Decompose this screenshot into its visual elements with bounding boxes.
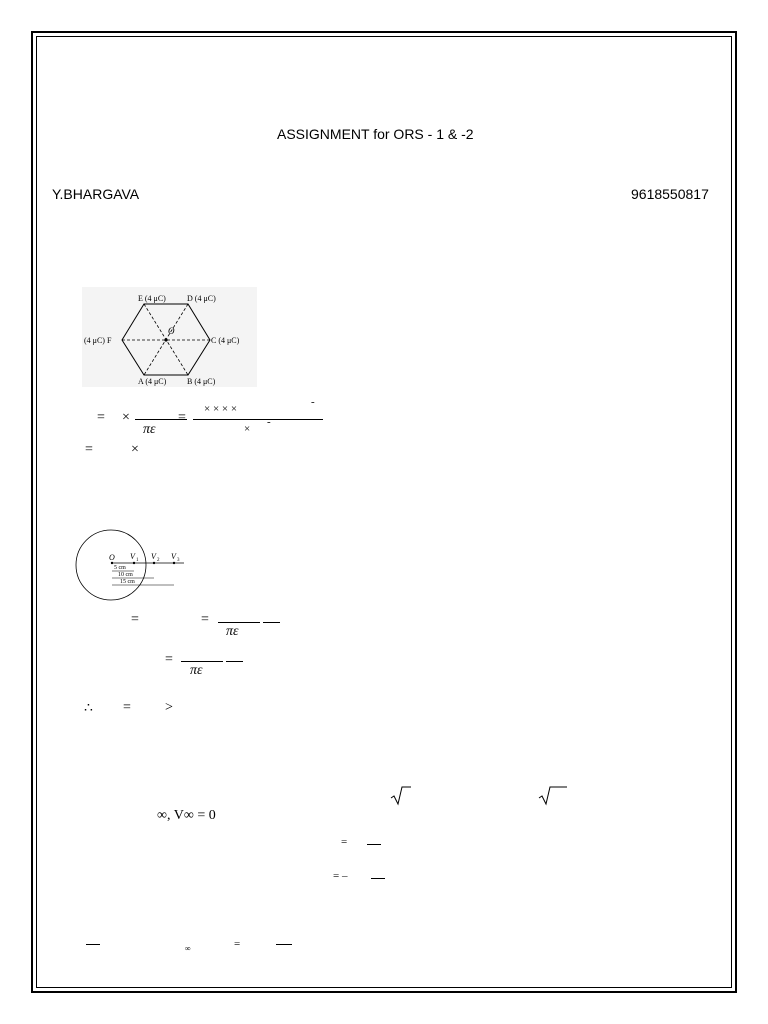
eq1-numerator: × × × × — [204, 403, 238, 415]
eq1-denominator: πε — [143, 422, 156, 437]
label-O: O — [109, 553, 115, 562]
eq4-fraction-bar — [181, 661, 223, 662]
label-V2: V — [151, 552, 156, 561]
eq1-times: × — [122, 410, 130, 425]
eq7-fraction-bar — [367, 844, 381, 845]
dim-10cm: 10 cm — [118, 572, 133, 578]
author-name: Y.BHARGAVA — [52, 186, 140, 202]
eq3-equals-1: = — [131, 612, 139, 627]
dim-15cm: 15 cm — [120, 579, 135, 585]
label-O: O — [168, 326, 175, 336]
eq4-denominator: πε — [190, 663, 203, 678]
eq5-therefore: ∴ — [84, 701, 93, 716]
eq1-equals: = — [97, 410, 105, 425]
eq3-fraction-bar — [218, 622, 260, 623]
sqrt-symbol-1 — [390, 786, 412, 806]
label-V3: V — [171, 552, 176, 561]
eq7-equals: = — [341, 836, 348, 848]
dim-5cm: 5 cm — [114, 565, 126, 571]
label-E: E (4 μC) — [138, 294, 166, 303]
document-title: ASSIGNMENT for ORS - 1 & -2 — [277, 126, 474, 142]
label-V2-sub: 2 — [157, 558, 160, 563]
sqrt-symbol-2 — [538, 786, 568, 806]
eq1-fraction-bar-2 — [193, 419, 323, 420]
center-O — [111, 562, 113, 564]
label-B: B (4 μC) — [187, 377, 216, 386]
label-V1: V — [130, 552, 135, 561]
label-A: A (4 μC) — [138, 377, 167, 386]
label-D: D (4 μC) — [187, 294, 216, 303]
eq9-fraction-bar-1 — [86, 944, 100, 945]
label-F: (4 μC) F — [84, 336, 112, 345]
eq1-den-exponent: - — [267, 416, 271, 428]
eq9-fraction-bar-2 — [276, 944, 292, 945]
sphere-outline — [76, 530, 146, 600]
eq1-numerator-exponent: - — [311, 396, 315, 408]
page-border-inner — [36, 36, 732, 988]
label-V3-sub: 3 — [177, 558, 180, 563]
eq4-fraction-bar-2 — [226, 661, 243, 662]
point-V1 — [133, 562, 135, 564]
eq8-equals-minus: = – — [333, 870, 348, 882]
eq5-equals: = — [123, 700, 131, 715]
eq2-equals: = — [85, 442, 93, 457]
eq5-greater: > — [165, 700, 173, 715]
phone-number: 9618550817 — [631, 186, 709, 202]
eq1-den-times: × — [244, 423, 251, 435]
eq6-infinity-condition: ∞, V∞ = 0 — [157, 808, 216, 823]
eq1-equals-2: = — [178, 410, 186, 425]
eq3-equals-2: = — [201, 612, 209, 627]
eq9-infinity: ∞ — [185, 944, 191, 953]
eq2-times: × — [131, 442, 139, 457]
eq9-equals: = — [234, 938, 241, 950]
eq8-fraction-bar — [371, 878, 385, 879]
point-V3 — [173, 562, 175, 564]
eq3-denominator: πε — [226, 624, 239, 639]
eq4-equals: = — [165, 652, 173, 667]
label-V1-sub: 1 — [136, 558, 139, 563]
center-point — [164, 338, 167, 341]
hexagon-charge-figure — [82, 287, 257, 387]
eq3-fraction-bar-2 — [263, 622, 280, 623]
sphere-potential-figure — [72, 527, 192, 605]
point-V2 — [153, 562, 155, 564]
label-C: C (4 μC) — [211, 336, 240, 345]
